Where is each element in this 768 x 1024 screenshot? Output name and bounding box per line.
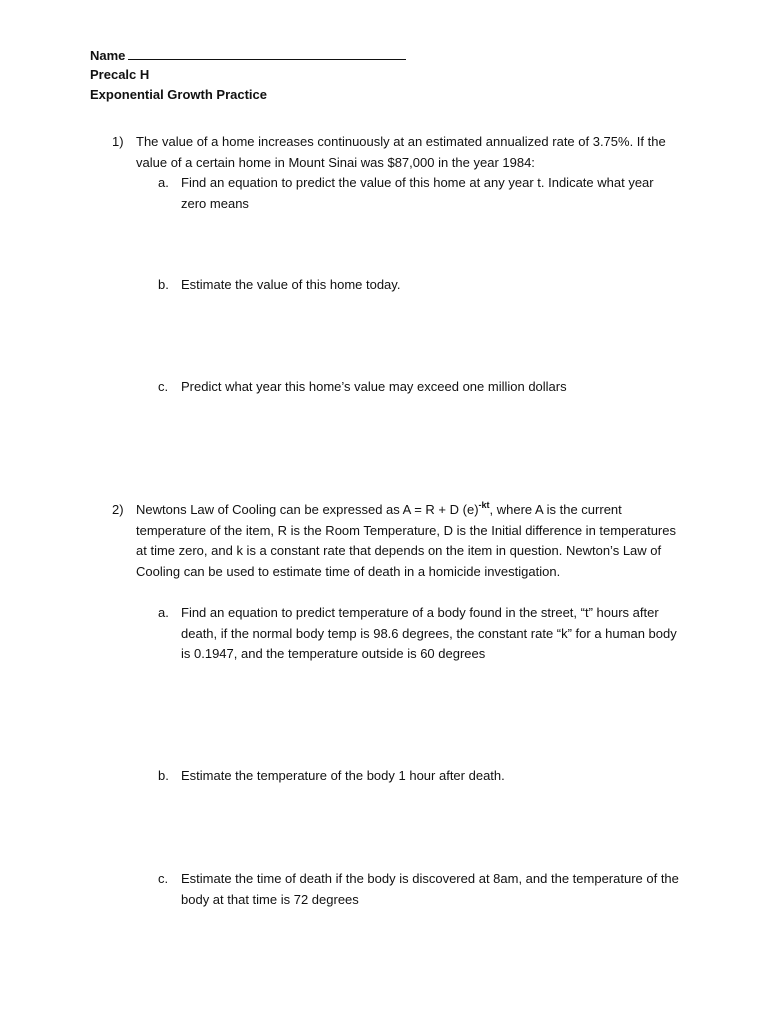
question-1a-label: a. <box>158 175 169 190</box>
question-1a-text: Find an equation to predict the value of this home at any year t. Indicate what year zero means <box>181 175 654 211</box>
name-label: Name <box>90 48 126 63</box>
exponent-kt: -kt <box>478 500 490 510</box>
question-2c-text: Estimate the time of death if the body is discovered at 8am, and the temperature of the body at that time is 72 degrees <box>181 871 679 907</box>
question-2a-text: Find an equation to predict temperature of a body found in the street, “t” hours after death, if the normal body temp is 98.6 degrees, the constant rate “k” for a human body is 0.1947, and the temperature outside is 60 degrees <box>181 605 677 661</box>
question-2-text <box>136 500 681 582</box>
course-title: Precalc H <box>90 67 150 82</box>
question-2-text-before: Newtons Law of Cooling can be expressed as A = R + D (e) <box>136 502 479 517</box>
question-2c-label: c. <box>158 871 169 886</box>
question-2b-label: b. <box>158 768 169 783</box>
question-1c-text: Predict what year this home’s value may exceed one million dollars <box>181 379 567 394</box>
name-field <box>90 46 406 65</box>
question-1-number: 1) <box>112 134 124 149</box>
question-2a-label: a. <box>158 605 169 620</box>
question-1c-label: c. <box>158 379 169 394</box>
question-2b-text: Estimate the temperature of the body 1 hour after death. <box>181 768 505 783</box>
worksheet-title: Exponential Growth Practice <box>90 87 267 102</box>
question-2-text-after: , where A is the current temperature of the item, R is the Room Temperature, D is the Initial difference in temperatures at time zero, and k is a constant rate that depends on the item in question. Newton’s Law of Cooling can be used to estimate time of death in a homicide investigation. <box>136 502 676 579</box>
question-2-number: 2) <box>112 502 124 517</box>
name-blank-line <box>128 46 406 60</box>
question-1b-label: b. <box>158 277 169 292</box>
question-1b-text: Estimate the value of this home today. <box>181 277 401 292</box>
question-1-text: The value of a home increases continuously at an estimated annualized rate of 3.75%. If the value of a certain home in Mount Sinai was $87,000 in the year 1984: <box>136 134 666 170</box>
